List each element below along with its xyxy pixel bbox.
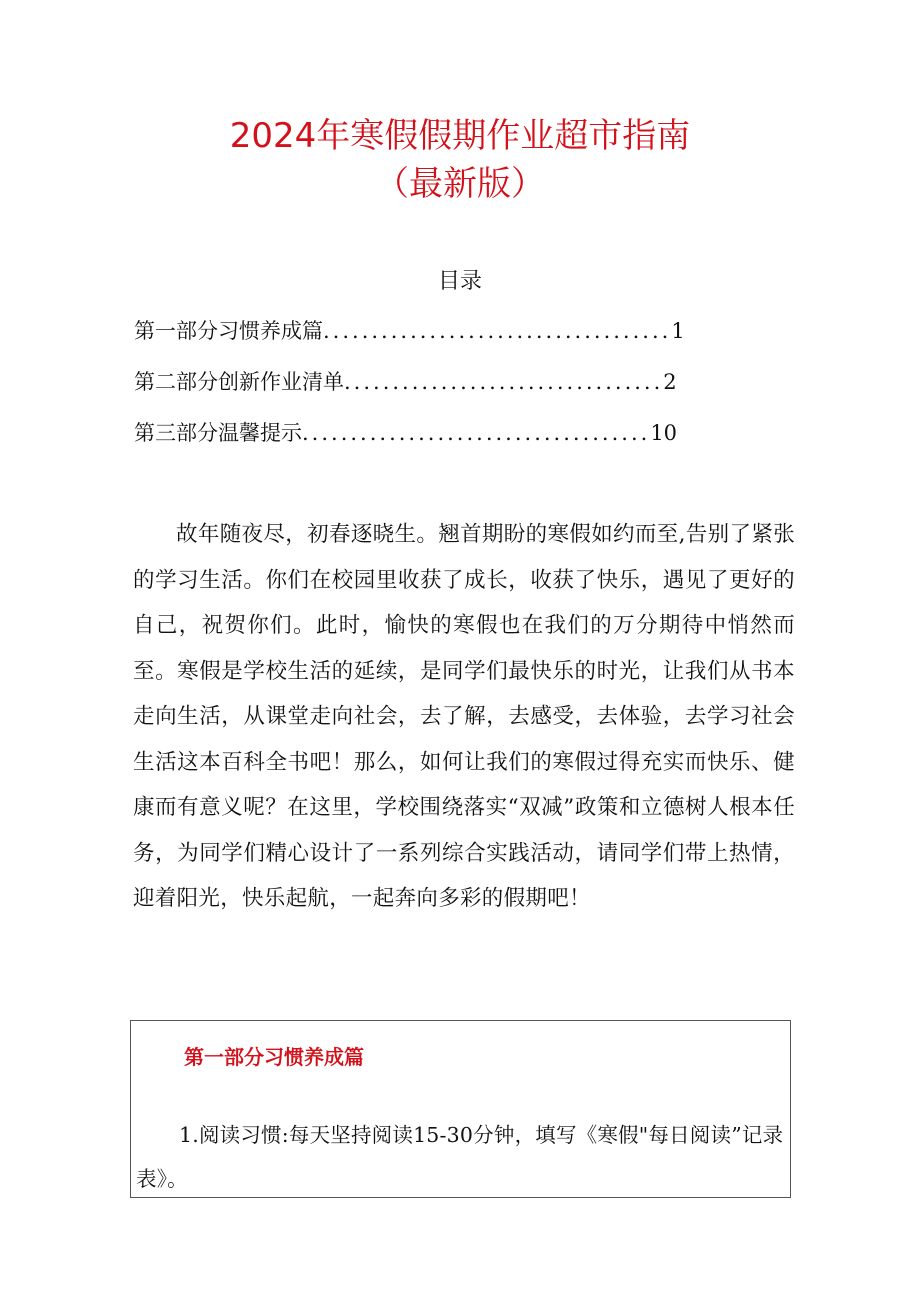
toc-leader-dots: ................................. bbox=[344, 370, 664, 394]
toc-item-page: 2 bbox=[663, 370, 677, 394]
toc-leader-dots: .................................... bbox=[302, 421, 651, 445]
section-part1-item-reading: 1.阅读习惯:每天坚持阅读15-30分钟，填写《寒假"每日阅读”记录表》。 bbox=[136, 1123, 784, 1191]
toc-item-part1[interactable] bbox=[134, 315, 776, 345]
document-title: 2024年寒假假期作业超市指南 bbox=[229, 116, 691, 156]
toc-item-part3[interactable] bbox=[134, 417, 784, 447]
toc-item-page: 1 bbox=[671, 319, 685, 343]
toc-item-label: 第二部分创新作业清单 bbox=[134, 370, 344, 394]
document-subtitle: （最新版） bbox=[375, 164, 545, 204]
toc-item-page: 10 bbox=[650, 421, 678, 445]
intro-paragraph: 故年随夜尽，初春逐晓生。翘首期盼的寒假如约而至,告别了紧张的学习生活。你们在校园里收获了成长，收获了快乐，遇见了更好的自己，祝贺你们。此时，愉快的寒假也在我们的万分期待中悄然而至。寒假是学校生活的延续，是同学们最快乐的时光，让我们从书本走向生活，从课堂走向社会，去了解，去感受，去体验，去学习社会生活这本百科全书吧！那么，如何让我们的寒假过得充实而快乐、健康而有意义呢？在这里，学校围绕落实“双减”政策和立德树人根本任务，为同学们精心设计了一系列综合实践活动，请同学们带上热情，迎着阳光，快乐起航，一起奔向多彩的假期吧！ bbox=[133, 522, 795, 911]
toc-leader-dots: .................................... bbox=[323, 319, 672, 343]
toc-heading: 目录 bbox=[437, 269, 482, 294]
toc-item-label: 第三部分温馨提示 bbox=[134, 421, 302, 445]
toc-item-part2[interactable] bbox=[134, 366, 776, 396]
toc-item-label: 第一部分习惯养成篇 bbox=[134, 319, 323, 343]
section-part1-title: 第一部分习惯养成篇 bbox=[184, 1045, 364, 1069]
section-part1-box bbox=[130, 1020, 791, 1198]
